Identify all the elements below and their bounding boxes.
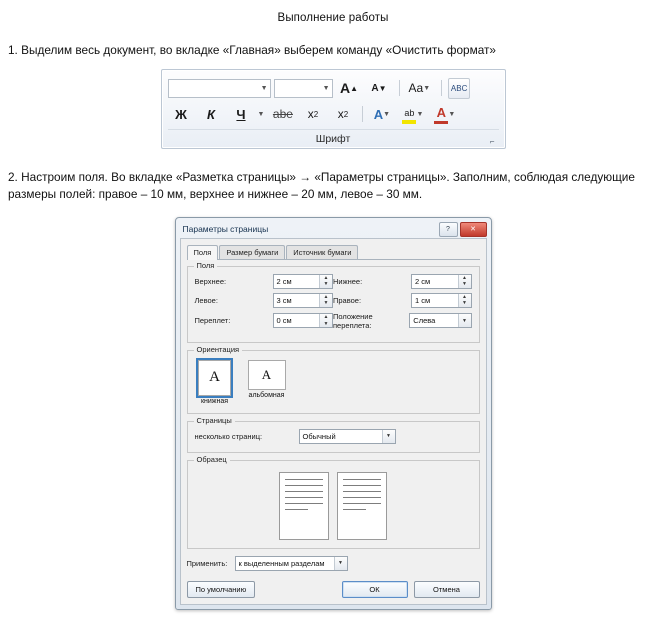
- margin-row-middle: [195, 293, 472, 308]
- ok-button[interactable]: ОК: [342, 581, 408, 598]
- strikethrough-label: abe: [272, 107, 293, 122]
- tab-margins[interactable]: Поля: [187, 245, 219, 260]
- preview-area: [195, 468, 472, 542]
- cancel-button[interactable]: Отмена: [414, 581, 480, 598]
- apply-row: [187, 556, 480, 571]
- multiple-pages-row: [195, 429, 472, 444]
- preview-sheet-right: [337, 472, 387, 540]
- bold-button[interactable]: [168, 103, 195, 126]
- landscape-preview-icon[interactable]: [248, 360, 286, 390]
- superscript-index: 2: [343, 109, 349, 119]
- strikethrough-button[interactable]: [269, 103, 296, 126]
- dialog-titlebar[interactable]: [179, 221, 488, 238]
- orientation-landscape[interactable]: [247, 360, 287, 405]
- pages-legend: Страницы: [194, 416, 235, 425]
- orientation-legend: Ориентация: [194, 345, 243, 354]
- margins-legend: Поля: [194, 261, 218, 270]
- shrink-font-label: A: [371, 82, 379, 94]
- gutter-position-label: Положение переплета:: [333, 311, 373, 330]
- divider: [399, 80, 400, 96]
- preview-legend: Образец: [194, 455, 230, 464]
- landscape-glyph: A: [261, 366, 272, 382]
- chevron-down-icon[interactable]: ▼: [416, 110, 424, 118]
- bottom-margin-value: 2 см: [415, 276, 431, 286]
- font-ribbon-group: [161, 69, 506, 149]
- grow-font-button[interactable]: A ▲: [339, 80, 359, 97]
- top-margin-label: Верхнее:: [194, 276, 227, 286]
- stepper-arrows-icon[interactable]: ▲ ▼: [319, 314, 332, 327]
- left-margin-label: Левое:: [194, 295, 218, 305]
- page-title: Выполнение работы: [277, 12, 389, 24]
- stepper-arrows-icon[interactable]: ▲ ▼: [458, 275, 471, 288]
- text-effects-button[interactable]: [369, 103, 396, 126]
- ribbon-row-bottom: [168, 101, 499, 127]
- subscript-label: x: [307, 107, 314, 122]
- change-case-label: Aa: [408, 81, 424, 96]
- right-margin-label: Правое:: [333, 295, 362, 305]
- top-margin-stepper[interactable]: [273, 274, 334, 289]
- apply-dropdown[interactable]: [235, 556, 348, 571]
- chevron-down-icon[interactable]: ▼: [458, 314, 471, 327]
- preview-group: [187, 454, 480, 549]
- chevron-down-icon[interactable]: ▼: [260, 84, 268, 92]
- chevron-down-icon[interactable]: ▼: [322, 84, 330, 92]
- underline-button[interactable]: [228, 103, 255, 126]
- apply-value: к выделенным разделам: [238, 558, 325, 568]
- multiple-pages-label: несколько страниц:: [194, 431, 263, 441]
- default-button[interactable]: По умолчанию: [187, 581, 256, 598]
- left-margin-value: 3 см: [276, 295, 292, 305]
- margin-row-gutter: [195, 312, 472, 330]
- divider: [362, 106, 363, 122]
- bold-label: Ж: [175, 106, 187, 122]
- top-margin-value: 2 см: [276, 276, 292, 286]
- ribbon-row-top: [168, 75, 499, 101]
- subscript-button[interactable]: [299, 103, 326, 126]
- font-color-button[interactable]: [431, 103, 460, 126]
- apply-label: Применить:: [186, 558, 228, 568]
- change-case-button[interactable]: [406, 77, 436, 100]
- stepper-arrows-icon[interactable]: ▲ ▼: [458, 294, 471, 307]
- highlight-color-bar: [402, 120, 416, 124]
- bottom-margin-label: Нижнее:: [333, 276, 363, 286]
- right-margin-value: 1 см: [415, 295, 431, 305]
- font-group-label: Шрифт: [315, 133, 351, 146]
- superscript-button[interactable]: [329, 103, 356, 126]
- dialog-title: Параметры страницы: [182, 224, 269, 235]
- left-margin-stepper[interactable]: [273, 293, 334, 308]
- chevron-down-icon[interactable]: ▼: [423, 84, 431, 92]
- gutter-stepper[interactable]: [273, 313, 334, 328]
- document-page: [0, 12, 666, 637]
- portrait-preview-icon[interactable]: [198, 360, 231, 396]
- dialog-body: [180, 238, 487, 605]
- dialog-titlebar-buttons: [439, 222, 487, 237]
- highlight-label: ab: [404, 107, 415, 118]
- portrait-glyph: A: [209, 369, 220, 386]
- font-size-combo[interactable]: [274, 79, 333, 98]
- gutter-label: Переплет:: [194, 316, 231, 326]
- font-name-combo[interactable]: [168, 79, 271, 98]
- landscape-label: альбомная: [248, 391, 285, 399]
- portrait-label: книжная: [200, 397, 229, 405]
- gutter-position-value: Слева: [413, 316, 436, 326]
- font-color-bar: [434, 121, 448, 124]
- ribbon-group-footer: [168, 129, 499, 148]
- close-icon[interactable]: ✕: [460, 222, 487, 237]
- orientation-portrait[interactable]: [195, 360, 235, 405]
- divider: [441, 80, 442, 96]
- superscript-label: x: [337, 107, 344, 122]
- chevron-down-icon[interactable]: ▼: [382, 430, 395, 443]
- orientation-group: [187, 344, 480, 414]
- italic-label: К: [207, 106, 215, 122]
- right-margin-stepper[interactable]: [411, 293, 472, 308]
- stepper-arrows-icon[interactable]: ▲ ▼: [319, 294, 332, 307]
- margin-row-top: [195, 274, 472, 289]
- italic-button[interactable]: [198, 103, 225, 126]
- multiple-pages-value: Обычный: [302, 431, 336, 441]
- font-color-label: A: [436, 104, 447, 120]
- pages-group: [187, 415, 480, 453]
- subscript-index: 2: [313, 109, 319, 119]
- dialog-launcher-icon[interactable]: ⌐: [489, 137, 495, 147]
- chevron-down-icon[interactable]: ▼: [334, 557, 347, 570]
- tab-paper-size[interactable]: Размер бумаги: [219, 245, 285, 259]
- gutter-position-dropdown[interactable]: [409, 313, 471, 328]
- multiple-pages-dropdown[interactable]: [299, 429, 396, 444]
- help-button[interactable]: ?: [439, 222, 458, 237]
- chevron-down-icon[interactable]: ▼: [383, 110, 391, 118]
- step-2-paragraph: 2. Настроим поля. Во вкладке «Разметка страницы» → «Параметры страницы». Заполним, соблюдая следующие размеры полей: правое – 10 мм, верхнее и нижнее – 20 мм, левое – 30 мм.: [8, 170, 635, 201]
- page-setup-dialog: [175, 217, 492, 610]
- dialog-tabs: [187, 244, 480, 260]
- shrink-font-button[interactable]: A ▼: [371, 82, 387, 94]
- clear-format-icon[interactable]: [448, 78, 470, 99]
- text-effects-label: A: [373, 106, 384, 122]
- step-1-paragraph: 1. Выделим весь документ, во вкладке «Главная» выберем команду «Очистить формат»: [8, 43, 496, 57]
- grow-font-label: A: [339, 80, 351, 97]
- orientation-options: [195, 360, 472, 405]
- chevron-down-icon[interactable]: ▼: [448, 110, 456, 118]
- highlight-button[interactable]: [399, 103, 428, 126]
- chevron-down-icon[interactable]: ▼: [257, 110, 265, 118]
- stepper-arrows-icon[interactable]: ▲ ▼: [319, 275, 332, 288]
- dialog-footer: [187, 581, 480, 598]
- clear-format-label: ABC: [450, 83, 468, 93]
- underline-label: Ч: [236, 106, 246, 122]
- preview-sheet-left: [279, 472, 329, 540]
- gutter-value: 0 см: [276, 316, 292, 326]
- ribbon-panel: [161, 69, 506, 149]
- bottom-margin-stepper[interactable]: [411, 274, 472, 289]
- margins-group: [187, 260, 480, 343]
- dialog-frame: [175, 217, 492, 610]
- tab-paper-source[interactable]: Источник бумаги: [286, 245, 358, 259]
